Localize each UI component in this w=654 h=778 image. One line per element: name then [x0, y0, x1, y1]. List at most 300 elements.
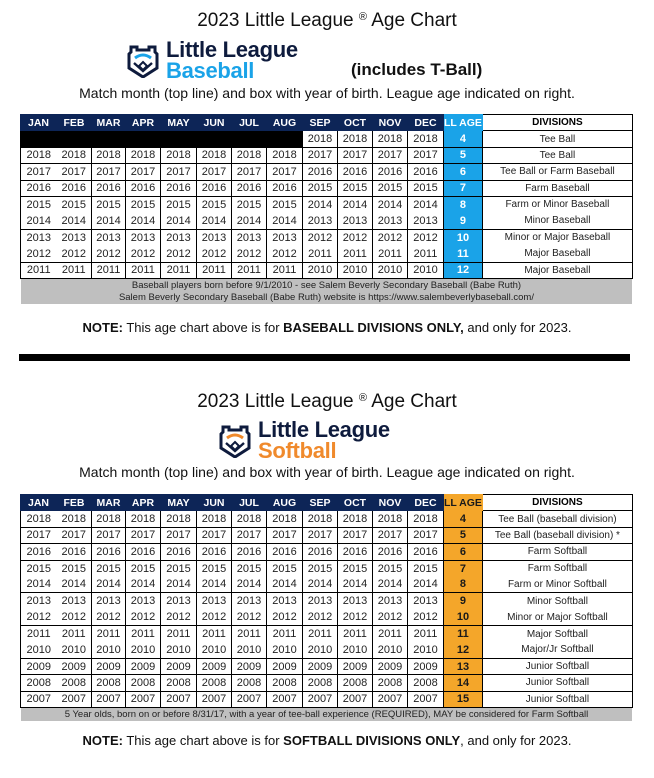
birth-year-cell: 2013: [92, 593, 126, 609]
birth-year-cell: 2018: [373, 511, 408, 527]
birth-year-cell: 2013: [57, 229, 92, 245]
birth-year-cell: 2011: [126, 262, 161, 278]
table-row: [21, 544, 633, 560]
birth-year-cell: 2016: [232, 180, 267, 196]
birth-year-cell: 2008: [197, 675, 232, 691]
birth-year-cell: 2013: [126, 593, 161, 609]
birth-year-cell: 2015: [303, 560, 338, 576]
birth-year-cell: 2010: [303, 262, 338, 278]
birth-year-cell: 2012: [161, 246, 197, 262]
birth-year-cell: 2011: [408, 626, 444, 642]
birth-year-cell: 2013: [197, 229, 232, 245]
baseball-instructions: Match month (top line) and box with year of birth. League age indicated on right.: [79, 85, 575, 101]
birth-year-cell: 2017: [303, 147, 338, 163]
birth-year-cell: 2009: [21, 658, 57, 674]
birth-year-cell: [197, 131, 232, 147]
birth-year-cell: 2012: [303, 609, 338, 625]
birth-year-cell: 2007: [92, 691, 126, 707]
table-row: [21, 511, 633, 527]
birth-year-cell: 2010: [57, 642, 92, 658]
birth-year-cell: 2011: [21, 262, 57, 278]
birth-year-cell: 2014: [126, 576, 161, 592]
birth-year-cell: 2013: [373, 593, 408, 609]
birth-year-cell: 2016: [161, 180, 197, 196]
birth-year-cell: 2018: [197, 147, 232, 163]
birth-year-cell: 2013: [303, 593, 338, 609]
birth-year-cell: 2012: [338, 609, 373, 625]
birth-year-cell: 2013: [373, 213, 408, 229]
division-cell: Farm Softball: [482, 544, 632, 560]
league-age-cell: 11: [444, 246, 483, 262]
logo-line-1: Little League: [258, 417, 390, 442]
softball-chart-title: [0, 391, 654, 413]
table-row: [21, 609, 633, 625]
birth-year-cell: 2015: [373, 560, 408, 576]
birth-year-cell: [126, 131, 161, 147]
birth-year-cell: 2015: [408, 560, 444, 576]
column-header-oct: OCT: [338, 495, 373, 511]
birth-year-cell: 2014: [267, 576, 303, 592]
birth-year-cell: 2014: [303, 196, 338, 212]
league-age-cell: 8: [444, 576, 483, 592]
column-header-dec: DEC: [408, 115, 444, 131]
birth-year-cell: 2010: [197, 642, 232, 658]
league-age-cell: 6: [444, 164, 483, 180]
birth-year-cell: 2011: [408, 246, 444, 262]
birth-year-cell: 2011: [161, 626, 197, 642]
league-age-cell: 15: [444, 691, 483, 707]
birth-year-cell: 2013: [232, 593, 267, 609]
birth-year-cell: 2012: [232, 609, 267, 625]
birth-year-cell: [232, 131, 267, 147]
birth-year-cell: 2014: [303, 576, 338, 592]
division-cell: Farm Baseball: [482, 180, 632, 196]
division-cell: Major Baseball: [482, 246, 632, 262]
birth-year-cell: 2010: [408, 262, 444, 278]
birth-year-cell: 2011: [338, 246, 373, 262]
birth-year-cell: 2013: [161, 229, 197, 245]
table-row: [21, 180, 633, 196]
note-text-end: and only for 2023.: [463, 320, 572, 335]
birth-year-cell: 2008: [408, 675, 444, 691]
birth-year-cell: 2015: [161, 196, 197, 212]
birth-year-cell: 2017: [126, 527, 161, 543]
column-header-apr: APR: [126, 115, 161, 131]
softball-note: [0, 733, 654, 748]
birth-year-cell: 2012: [408, 609, 444, 625]
birth-year-cell: 2007: [408, 691, 444, 707]
division-cell: Farm or Minor Baseball: [482, 196, 632, 212]
birth-year-cell: 2010: [338, 642, 373, 658]
league-age-cell: 6: [444, 544, 483, 560]
birth-year-cell: 2018: [338, 131, 373, 147]
birth-year-cell: 2009: [373, 658, 408, 674]
division-cell: Major/Jr Softball: [482, 642, 632, 658]
birth-year-cell: 2012: [126, 246, 161, 262]
birth-year-cell: 2018: [126, 511, 161, 527]
birth-year-cell: 2016: [267, 544, 303, 560]
birth-year-cell: 2014: [338, 576, 373, 592]
table-row: [21, 675, 633, 691]
note-label: NOTE:: [82, 733, 123, 748]
birth-year-cell: 2013: [338, 213, 373, 229]
birth-year-cell: 2010: [92, 642, 126, 658]
league-age-cell: 5: [444, 527, 483, 543]
birth-year-cell: 2008: [57, 675, 92, 691]
birth-year-cell: 2015: [161, 560, 197, 576]
birth-year-cell: 2009: [267, 658, 303, 674]
division-cell: Junior Softball: [482, 658, 632, 674]
division-cell: Minor Baseball: [482, 213, 632, 229]
birth-year-cell: 2010: [373, 262, 408, 278]
birth-year-cell: 2013: [57, 593, 92, 609]
birth-year-cell: 2009: [197, 658, 232, 674]
birth-year-cell: 2016: [303, 544, 338, 560]
birth-year-cell: 2011: [373, 246, 408, 262]
birth-year-cell: 2014: [92, 213, 126, 229]
table-row: [21, 246, 633, 262]
birth-year-cell: 2009: [338, 658, 373, 674]
table-row: [21, 642, 633, 658]
birth-year-cell: 2016: [126, 180, 161, 196]
column-header-aug: AUG: [267, 495, 303, 511]
birth-year-cell: 2008: [373, 675, 408, 691]
birth-year-cell: 2013: [267, 229, 303, 245]
birth-year-cell: 2012: [21, 609, 57, 625]
column-header-sep: SEP: [303, 115, 338, 131]
table-row: [21, 626, 633, 642]
birth-year-cell: 2018: [338, 511, 373, 527]
birth-year-cell: 2013: [267, 593, 303, 609]
birth-year-cell: 2017: [21, 164, 57, 180]
column-header-mar: MAR: [92, 115, 126, 131]
birth-year-cell: 2018: [161, 511, 197, 527]
birth-year-cell: 2015: [408, 180, 444, 196]
column-header-divisions: DIVISIONS: [482, 495, 632, 511]
birth-year-cell: 2013: [303, 213, 338, 229]
birth-year-cell: 2015: [338, 180, 373, 196]
birth-year-cell: 2012: [57, 609, 92, 625]
birth-year-cell: 2014: [408, 576, 444, 592]
birth-year-cell: 2015: [57, 560, 92, 576]
birth-year-cell: 2016: [373, 164, 408, 180]
birth-year-cell: 2014: [92, 576, 126, 592]
division-cell: Tee Ball (baseball division): [482, 511, 632, 527]
birth-year-cell: 2012: [21, 246, 57, 262]
birth-year-cell: 2014: [161, 576, 197, 592]
birth-year-cell: 2014: [267, 213, 303, 229]
birth-year-cell: 2017: [57, 527, 92, 543]
birth-year-cell: 2018: [303, 511, 338, 527]
birth-year-cell: 2015: [21, 560, 57, 576]
birth-year-cell: 2014: [373, 196, 408, 212]
birth-year-cell: 2010: [21, 642, 57, 658]
birth-year-cell: 2011: [338, 626, 373, 642]
birth-year-cell: 2018: [267, 511, 303, 527]
birth-year-cell: 2017: [373, 527, 408, 543]
birth-year-cell: [92, 131, 126, 147]
birth-year-cell: 2010: [338, 262, 373, 278]
birth-year-cell: 2016: [373, 544, 408, 560]
birth-year-cell: 2016: [21, 180, 57, 196]
birth-year-cell: 2018: [408, 511, 444, 527]
birth-year-cell: 2015: [57, 196, 92, 212]
column-header-oct: OCT: [338, 115, 373, 131]
birth-year-cell: 2017: [232, 527, 267, 543]
league-age-cell: 14: [444, 675, 483, 691]
note-text: This age chart above is for: [122, 733, 284, 748]
birth-year-cell: 2014: [232, 213, 267, 229]
division-cell: Major Baseball: [482, 262, 632, 278]
birth-year-cell: 2014: [57, 576, 92, 592]
birth-year-cell: 2017: [338, 147, 373, 163]
birth-year-cell: 2015: [338, 560, 373, 576]
birth-year-cell: 2015: [373, 180, 408, 196]
title-text-end: Age Chart: [371, 391, 457, 412]
birth-year-cell: 2013: [21, 229, 57, 245]
birth-year-cell: 2018: [57, 147, 92, 163]
league-age-cell: 8: [444, 196, 483, 212]
birth-year-cell: 2018: [57, 511, 92, 527]
birth-year-cell: 2009: [408, 658, 444, 674]
table-row: [21, 164, 633, 180]
birth-year-cell: 2012: [161, 609, 197, 625]
little-league-baseball-logo: [126, 37, 298, 83]
column-header-sep: SEP: [303, 495, 338, 511]
birth-year-cell: 2013: [408, 593, 444, 609]
birth-year-cell: 2017: [126, 164, 161, 180]
league-age-cell: 10: [444, 609, 483, 625]
birth-year-cell: 2015: [232, 560, 267, 576]
birth-year-cell: 2015: [267, 560, 303, 576]
league-age-cell: 4: [444, 511, 483, 527]
birth-year-cell: 2015: [21, 196, 57, 212]
note-text: This age chart above is for: [122, 320, 284, 335]
birth-year-cell: 2015: [303, 180, 338, 196]
birth-year-cell: 2010: [303, 642, 338, 658]
birth-year-cell: 2007: [267, 691, 303, 707]
birth-year-cell: 2011: [197, 626, 232, 642]
softball-age-table: [20, 494, 633, 721]
registered-mark: ®: [358, 11, 367, 23]
league-age-cell: 5: [444, 147, 483, 163]
division-cell: Tee Ball (baseball division) *: [482, 527, 632, 543]
registered-mark: ®: [358, 392, 367, 404]
birth-year-cell: 2011: [92, 262, 126, 278]
birth-year-cell: 2010: [267, 642, 303, 658]
birth-year-cell: 2018: [21, 147, 57, 163]
birth-year-cell: 2014: [338, 196, 373, 212]
birth-year-cell: 2017: [92, 164, 126, 180]
birth-year-cell: 2018: [373, 131, 408, 147]
column-header-ll-age: LL AGE: [444, 115, 483, 131]
birth-year-cell: 2014: [161, 213, 197, 229]
birth-year-cell: 2009: [161, 658, 197, 674]
birth-year-cell: 2014: [408, 196, 444, 212]
table-row: [21, 527, 633, 543]
column-header-jan: JAN: [21, 495, 57, 511]
birth-year-cell: 2013: [197, 593, 232, 609]
birth-year-cell: 2012: [303, 229, 338, 245]
birth-year-cell: 2016: [408, 544, 444, 560]
birth-year-cell: 2009: [303, 658, 338, 674]
birth-year-cell: 2017: [197, 527, 232, 543]
birth-year-cell: 2011: [303, 626, 338, 642]
birth-year-cell: 2010: [126, 642, 161, 658]
birth-year-cell: [267, 131, 303, 147]
league-age-cell: 7: [444, 560, 483, 576]
birth-year-cell: 2018: [197, 511, 232, 527]
birth-year-cell: 2011: [197, 262, 232, 278]
birth-year-cell: 2017: [267, 527, 303, 543]
table-row: [21, 691, 633, 707]
birth-year-cell: 2018: [303, 131, 338, 147]
birth-year-cell: 2007: [303, 691, 338, 707]
birth-year-cell: 2018: [92, 147, 126, 163]
birth-year-cell: 2013: [126, 229, 161, 245]
column-header-nov: NOV: [373, 495, 408, 511]
birth-year-cell: 2015: [126, 560, 161, 576]
birth-year-cell: 2015: [92, 196, 126, 212]
birth-year-cell: 2017: [373, 147, 408, 163]
birth-year-cell: 2011: [232, 626, 267, 642]
birth-year-cell: 2012: [408, 229, 444, 245]
note-bold: SOFTBALL DIVISIONS ONLY: [283, 733, 461, 748]
birth-year-cell: 2018: [232, 147, 267, 163]
footer-note: Salem Beverly Secondary Baseball (Babe Ruth) website is https://www.salembeverlybaseball.com/: [21, 291, 633, 304]
birth-year-cell: 2012: [338, 229, 373, 245]
birth-year-cell: 2016: [303, 164, 338, 180]
birth-year-cell: 2017: [338, 527, 373, 543]
birth-year-cell: 2013: [161, 593, 197, 609]
column-header-jan: JAN: [21, 115, 57, 131]
division-cell: Farm or Minor Softball: [482, 576, 632, 592]
birth-year-cell: 2018: [161, 147, 197, 163]
birth-year-cell: 2013: [92, 229, 126, 245]
division-cell: Minor or Major Baseball: [482, 229, 632, 245]
birth-year-cell: 2011: [267, 626, 303, 642]
birth-year-cell: 2016: [197, 544, 232, 560]
birth-year-cell: 2014: [232, 576, 267, 592]
column-header-jun: JUN: [197, 115, 232, 131]
birth-year-cell: 2016: [338, 164, 373, 180]
birth-year-cell: 2018: [267, 147, 303, 163]
birth-year-cell: 2011: [267, 262, 303, 278]
table-row: [21, 658, 633, 674]
division-cell: Farm Softball: [482, 560, 632, 576]
division-cell: Tee Ball: [482, 131, 632, 147]
birth-year-cell: 2014: [21, 576, 57, 592]
division-cell: Junior Softball: [482, 691, 632, 707]
column-header-mar: MAR: [92, 495, 126, 511]
column-header-divisions: DIVISIONS: [482, 115, 632, 131]
birth-year-cell: 2012: [197, 609, 232, 625]
table-row: [21, 131, 633, 147]
division-cell: Junior Softball: [482, 675, 632, 691]
birth-year-cell: 2013: [408, 213, 444, 229]
birth-year-cell: 2017: [408, 527, 444, 543]
league-age-cell: 12: [444, 642, 483, 658]
birth-year-cell: 2018: [92, 511, 126, 527]
birth-year-cell: 2007: [57, 691, 92, 707]
birth-year-cell: 2017: [92, 527, 126, 543]
baseball-chart-title: [0, 10, 654, 32]
birth-year-cell: 2007: [197, 691, 232, 707]
birth-year-cell: 2011: [126, 626, 161, 642]
table-row: [21, 213, 633, 229]
logo-line-2: Baseball: [166, 57, 255, 83]
birth-year-cell: 2014: [57, 213, 92, 229]
birth-year-cell: 2014: [197, 576, 232, 592]
birth-year-cell: 2008: [92, 675, 126, 691]
table-row: [21, 593, 633, 609]
birth-year-cell: 2010: [232, 642, 267, 658]
table-row: [21, 560, 633, 576]
birth-year-cell: 2009: [232, 658, 267, 674]
birth-year-cell: 2015: [267, 196, 303, 212]
birth-year-cell: 2007: [161, 691, 197, 707]
birth-year-cell: 2016: [21, 544, 57, 560]
birth-year-cell: 2008: [126, 675, 161, 691]
division-cell: Minor or Major Softball: [482, 609, 632, 625]
birth-year-cell: 2007: [21, 691, 57, 707]
column-header-apr: APR: [126, 495, 161, 511]
title-text-end: Age Chart: [371, 10, 457, 31]
note-bold: BASEBALL DIVISIONS ONLY,: [283, 320, 464, 335]
birth-year-cell: 2016: [408, 164, 444, 180]
column-header-nov: NOV: [373, 115, 408, 131]
birth-year-cell: 2014: [197, 213, 232, 229]
birth-year-cell: 2014: [126, 213, 161, 229]
footer-row: [21, 291, 633, 304]
league-age-cell: 10: [444, 229, 483, 245]
logo-line-2: Softball: [258, 437, 337, 463]
birth-year-cell: 2017: [408, 147, 444, 163]
birth-year-cell: 2007: [373, 691, 408, 707]
division-cell: Major Softball: [482, 626, 632, 642]
footer-row: [21, 708, 633, 721]
birth-year-cell: 2011: [373, 626, 408, 642]
birth-year-cell: 2009: [92, 658, 126, 674]
column-header-aug: AUG: [267, 115, 303, 131]
birth-year-cell: 2014: [373, 576, 408, 592]
league-age-cell: 9: [444, 213, 483, 229]
birth-year-cell: 2016: [267, 180, 303, 196]
table-row: [21, 229, 633, 245]
birth-year-cell: 2016: [92, 544, 126, 560]
birth-year-cell: 2012: [197, 246, 232, 262]
birth-year-cell: 2008: [21, 675, 57, 691]
birth-year-cell: 2011: [57, 262, 92, 278]
birth-year-cell: 2011: [21, 626, 57, 642]
birth-year-cell: [21, 131, 57, 147]
birth-year-cell: 2016: [57, 544, 92, 560]
birth-year-cell: 2012: [92, 246, 126, 262]
birth-year-cell: 2016: [338, 544, 373, 560]
birth-year-cell: 2008: [267, 675, 303, 691]
birth-year-cell: 2011: [161, 262, 197, 278]
note-label: NOTE:: [82, 320, 123, 335]
birth-year-cell: 2018: [126, 147, 161, 163]
birth-year-cell: 2010: [161, 642, 197, 658]
baseball-age-table: [20, 114, 633, 304]
birth-year-cell: 2011: [303, 246, 338, 262]
column-header-may: MAY: [161, 115, 197, 131]
birth-year-cell: 2013: [21, 593, 57, 609]
birth-year-cell: 2016: [197, 180, 232, 196]
league-age-cell: 13: [444, 658, 483, 674]
table-row: [21, 262, 633, 278]
